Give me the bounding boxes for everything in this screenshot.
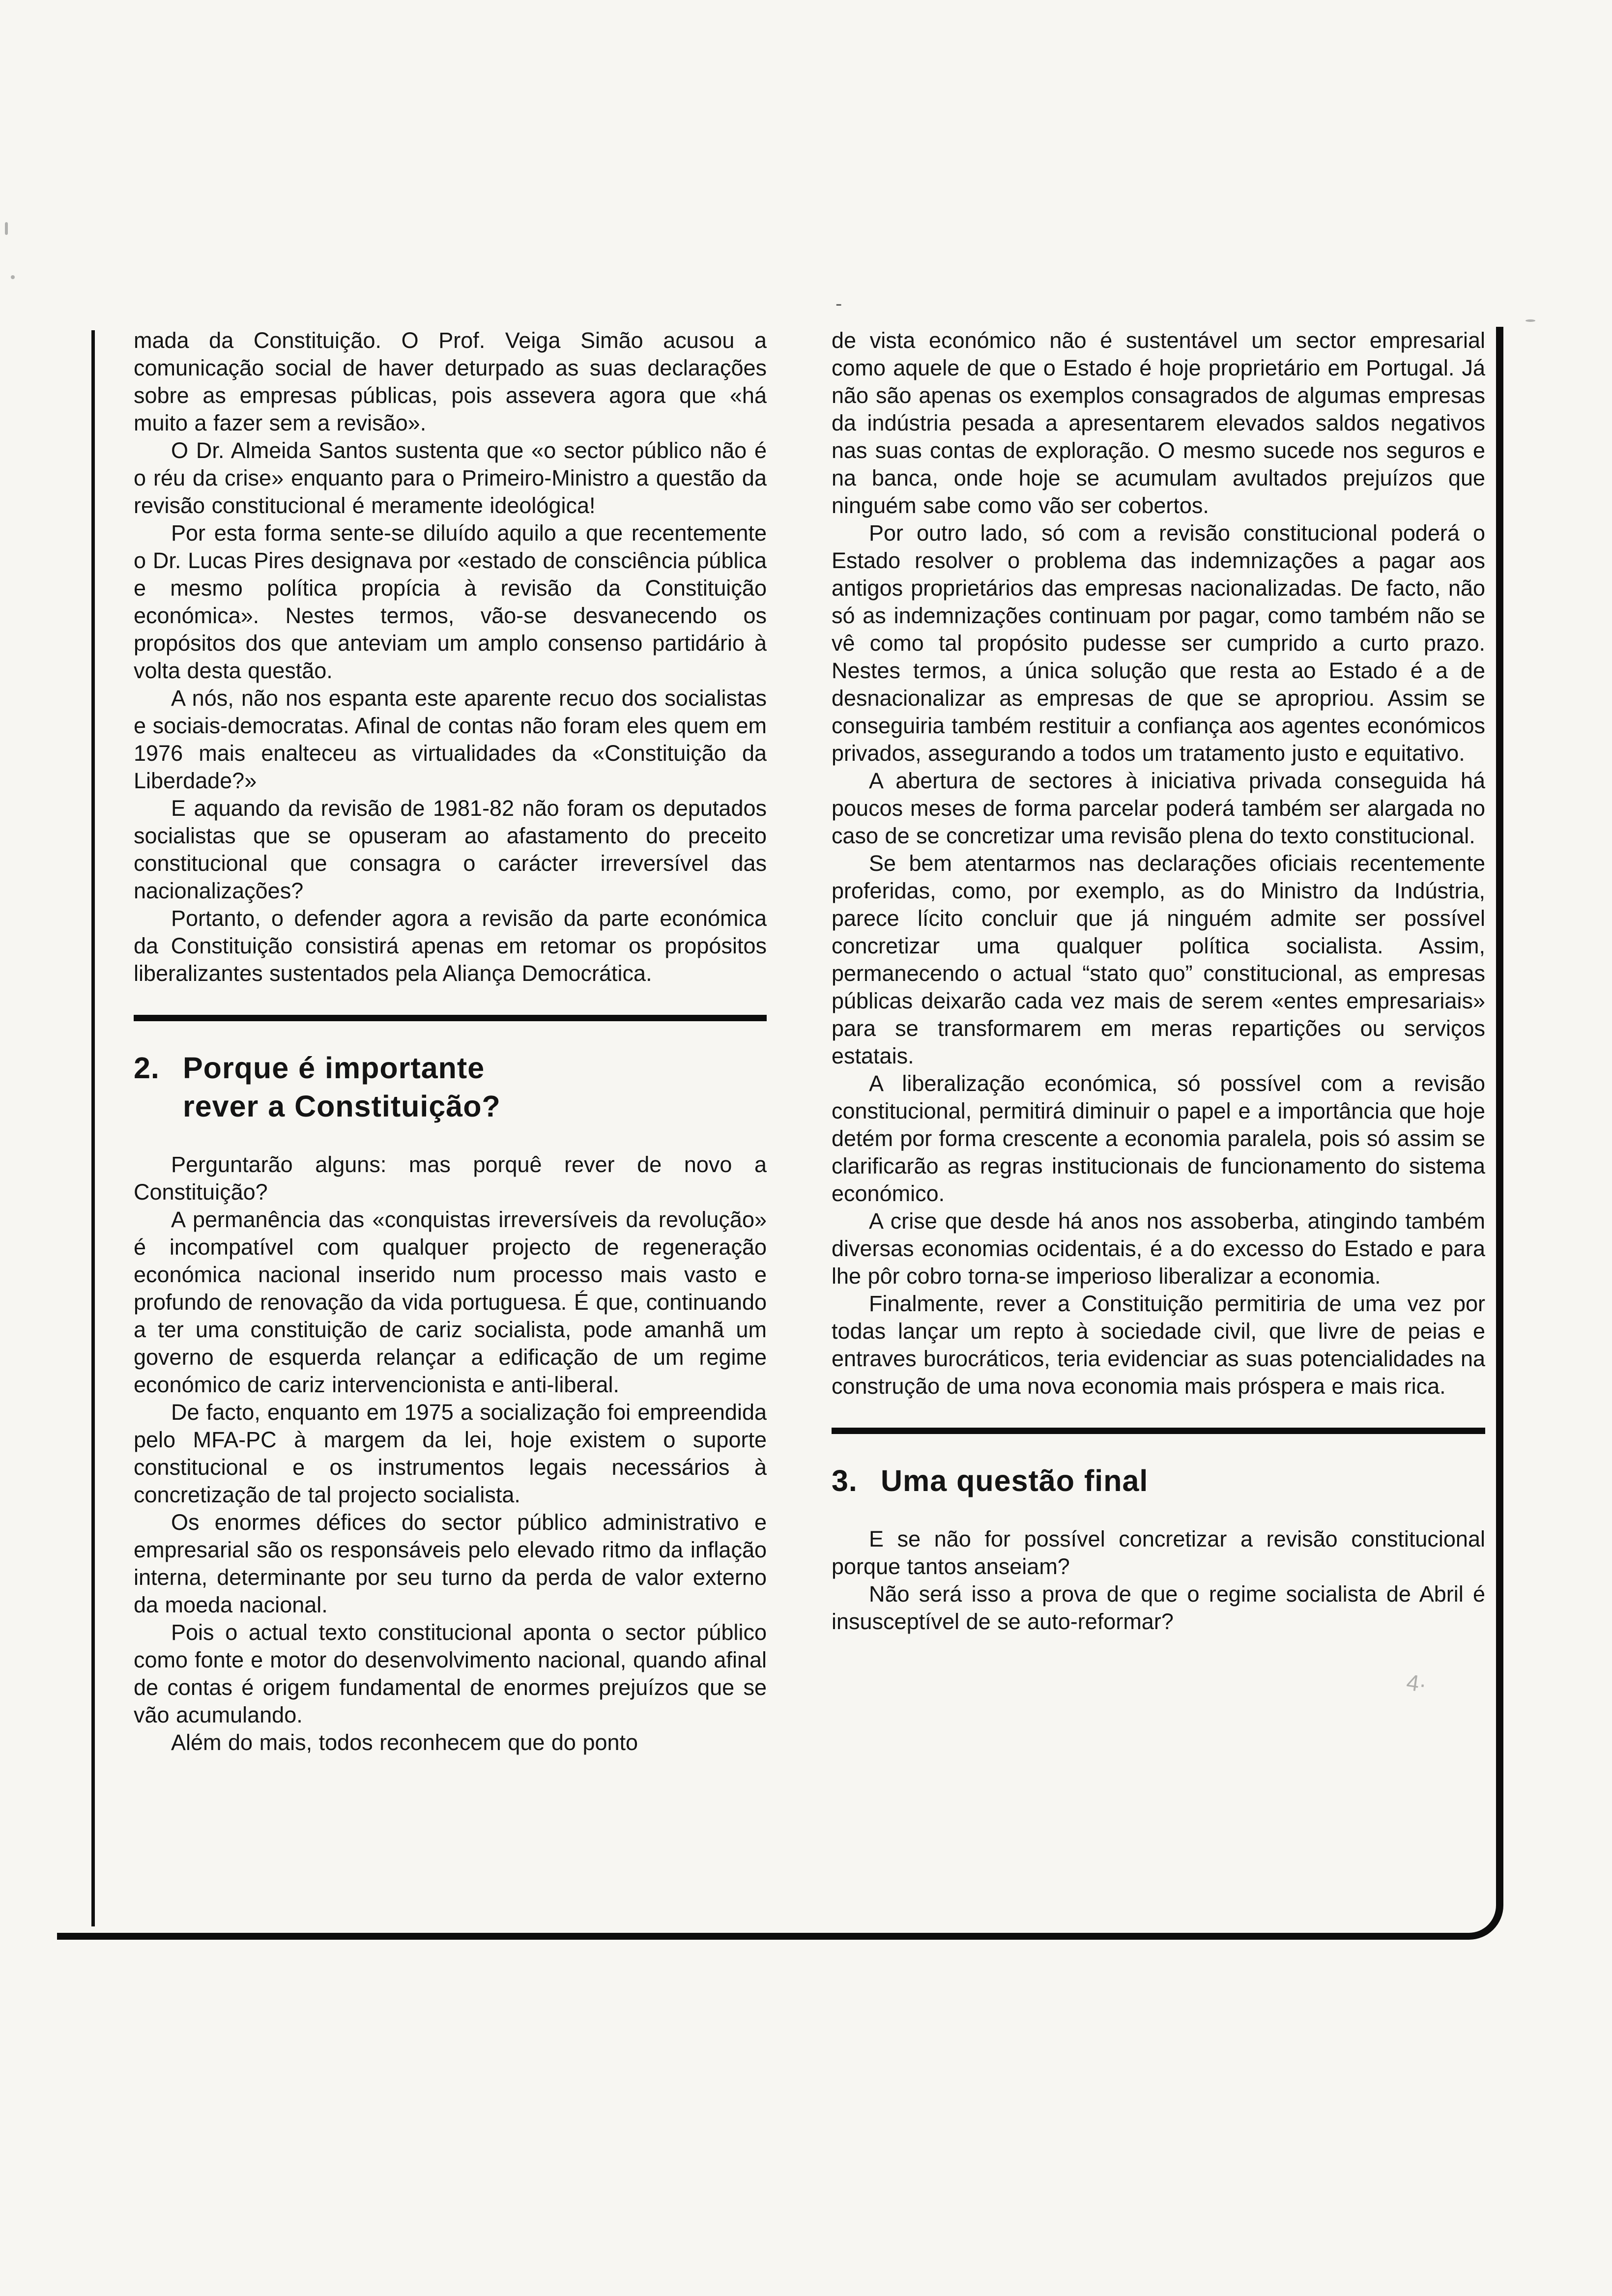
section-title: Uma questão final [881, 1464, 1149, 1497]
section-heading-block [832, 1428, 1485, 1500]
right-text-column [832, 327, 1485, 1636]
paragraph: Por outro lado, só com a revisão constitucional poderá o Estado resolver o problema das indemnizações a pagar aos antigos proprietários das empresas nacionalizadas. De facto, não só as indemnizações continuam por pagar, como também não se vê como tal propósito pudesse ser cumprido a curto prazo. Nestes termos, a única solução que resta ao Estado é a de desnacionalizar as empresas de que se apropriou. Assim se conseguiria também restituir a confiança aos agentes económicos privados, assegurando a todos um tratamento justo e equitativo. [832, 520, 1485, 766]
paragraph: E aquando da revisão de 1981-82 não foram os deputados socialistas que se opuseram ao afastamento do preceito constitucional que consagra o carácter irreversível das nacionalizações? [134, 796, 767, 903]
paragraph: De facto, enquanto em 1975 a socialização foi empreendida pelo MFA-PC à margem da lei, hoje existem o suporte constitucional e os instrumentos legais necessários à concretização de tal projecto socialista. [134, 1400, 767, 1507]
left-border-rule [91, 330, 95, 1926]
scan-artifact-pencil-mark: 4· [1405, 1669, 1429, 1697]
paragraph: de vista económico não é sustentável um sector empresarial como aquele de que o Estado é hoje proprietário em Portugal. Já não são apenas os exemplos consagrados de algumas empresas da indústria pesada a apresentarem elevados saldos negativos nas suas contas de exploração. O mesmo sucede nos seguros e na banca, onde hoje se acumulam avultados prejuízos que ninguém sabe como vão ser cobertos. [832, 328, 1485, 518]
paragraph: E se não for possível concretizar a revisão constitucional porque tantos anseiam? [832, 1526, 1485, 1579]
paragraph: mada da Constituição. O Prof. Veiga Simão acusou a comunicação social de haver deturpado as suas declarações sobre as empresas públicas, pois assevera agora que «há muito a fazer sem a revisão». [134, 328, 767, 435]
paragraph: O Dr. Almeida Santos sustenta que «o sector público não é o réu da crise» enquanto para o Primeiro-Ministro a questão da revisão constitucional é meramente ideológica! [134, 438, 767, 518]
paragraph: A crise que desde há anos nos assoberba, atingindo também diversas economias ocidentais, é a do excesso do Estado e para lhe pôr cobro torna-se imperioso liberalizar a economia. [832, 1208, 1485, 1289]
paragraph: A permanência das «conquistas irreversíveis da revolução» é incompatível com qualquer projecto de regeneração económica nacional inserido num processo mais vasto e profundo de renovação da vida portuguesa. É que, continuando a ter uma constituição de cariz socialista, pode amanhã um governo de esquerda relançar a edificação de um regime económico de cariz intervencionista e anti-liberal. [134, 1207, 767, 1397]
scan-speck [11, 275, 15, 279]
paragraph: Perguntarão alguns: mas porquê rever de novo a Constituição? [134, 1152, 767, 1205]
paragraph: Se bem atentarmos nas declarações oficiais recentemente proferidas, como, por exemplo, as do Ministro da Indústria, parece lícito concluir que já ninguém admite ser possível concretizar uma qualquer política socialista. Assim, permanecendo o actual “stato quo” constitucional, as empresas públicas deixarão cada vez mais de serem «entes empresariais» para se transformarem em meras repartições ou serviços estatais. [832, 851, 1485, 1068]
section-number: 3. [832, 1464, 858, 1497]
paragraph: A nós, não nos espanta este aparente recuo dos socialistas e sociais-democratas. Afinal de contas não foram eles quem em 1976 mais enalteceu as virtualidades da «Constituição da Liberdade?» [134, 686, 767, 793]
section-number: 2. [134, 1051, 160, 1085]
paragraph: Finalmente, rever a Constituição permitiria de uma vez por todas lançar um repto à sociedade civil, que livre de peias e entraves burocráticos, teria evidenciar as suas potencialidades na construção de uma nova economia mais próspera e mais rica. [832, 1291, 1485, 1399]
section-heading [134, 1049, 767, 1125]
paragraph: Não será isso a prova de que o regime socialista de Abril é insusceptível de se auto-reformar? [832, 1581, 1485, 1634]
section-divider [832, 1428, 1485, 1434]
scan-speck [5, 222, 8, 235]
left-text-column [134, 327, 767, 1756]
section-heading [832, 1462, 1485, 1500]
paragraph: Pois o actual texto constitucional aponta o sector público como fonte e motor do desenvolvimento nacional, quando afinal de contas é origem fundamental de enormes prejuízos que se vão acumulando. [134, 1620, 767, 1727]
scan-speck [1526, 319, 1535, 322]
scan-artifact-dash: - [835, 293, 842, 315]
section-heading-block [134, 1015, 767, 1125]
paragraph: Além do mais, todos reconhecem que do ponto [171, 1730, 638, 1755]
paragraph: Por esta forma sente-se diluído aquilo a que recentemente o Dr. Lucas Pires designava por «estado de consciência pública e mesmo política propícia à revisão da Constituição económica». Nestes termos, vão-se desvanecendo os propósitos dos que anteviam um amplo consenso partidário à volta desta questão. [134, 520, 767, 683]
paragraph: Portanto, o defender agora a revisão da parte económica da Constituição consistirá apenas em retomar os propósitos liberalizantes sustentados pela Aliança Democrática. [134, 906, 767, 986]
section-divider [134, 1015, 767, 1021]
paragraph: A liberalização económica, só possível com a revisão constitucional, permitirá diminuir o papel e a importância que hoje detém por forma crescente a economia paralela, pois só assim se clarificarão as regras institucionais de funcionamento do sistema económico. [832, 1071, 1485, 1206]
paragraph: Os enormes défices do sector público administrativo e empresarial são os responsáveis pelo elevado ritmo da inflação interna, determinante por seu turno da perda de valor externo da moeda nacional. [134, 1510, 767, 1617]
paragraph: A abertura de sectores à iniciativa privada conseguida há poucos meses de forma parcelar poderá também ser alargada no caso de se concretizar uma revisão plena do texto constitucional. [832, 768, 1485, 848]
section-title: Porque é importante rever a Constituição? [183, 1051, 501, 1123]
